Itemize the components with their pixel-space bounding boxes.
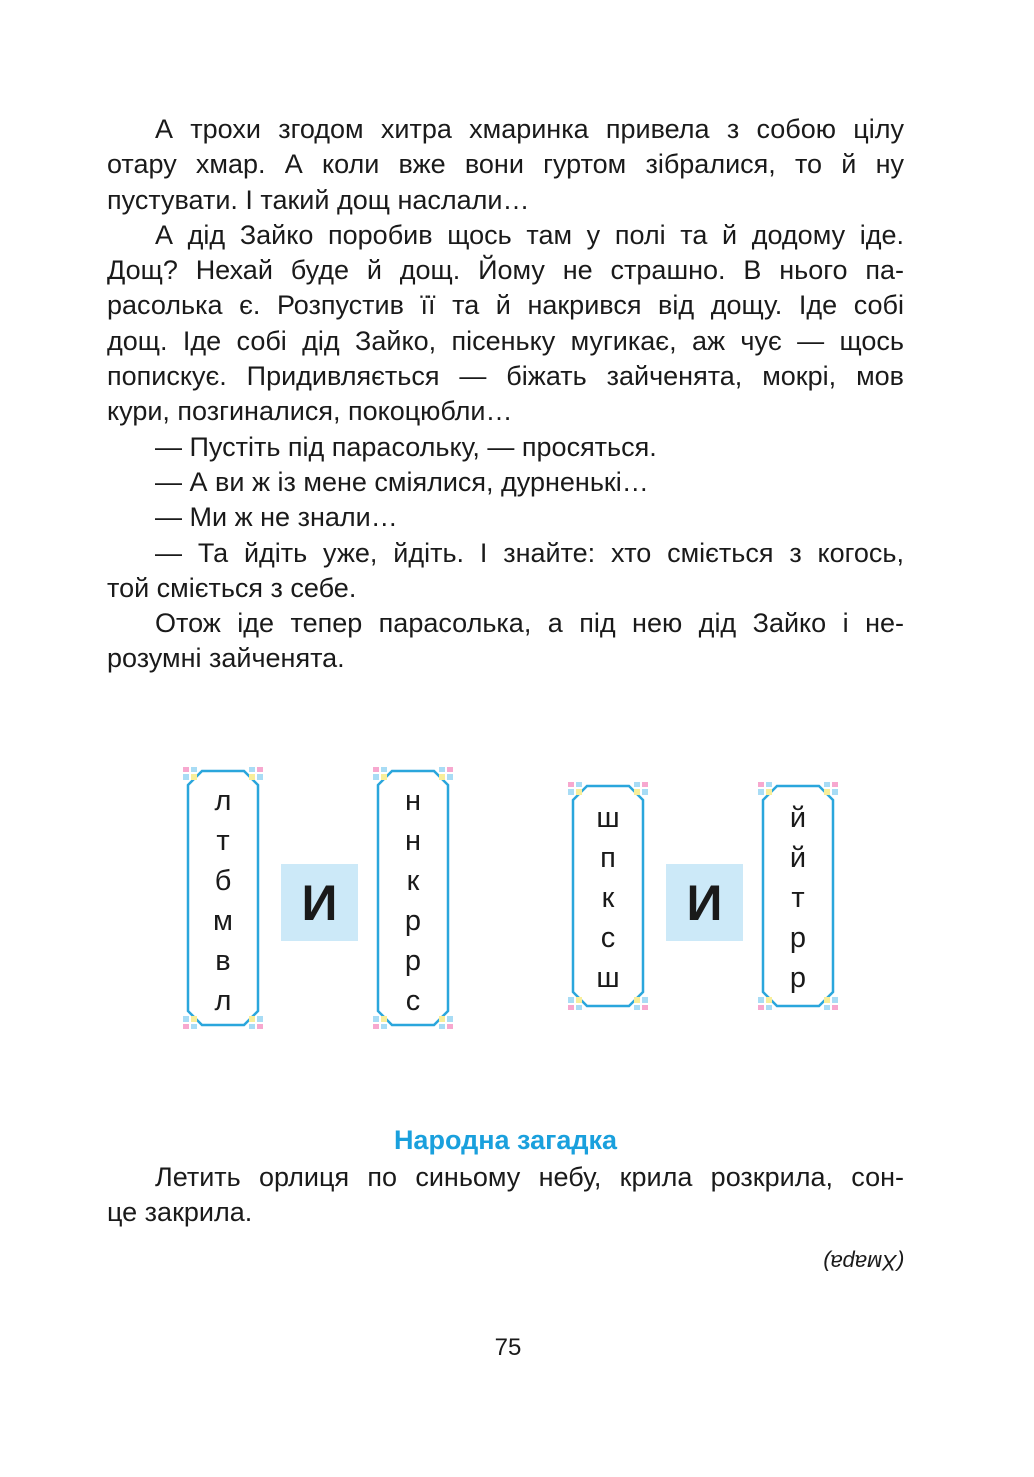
decor-dot (381, 774, 387, 780)
decor-dot (758, 997, 764, 1003)
decor-dot (766, 782, 772, 787)
decor-dot (373, 1016, 379, 1022)
text-line: Летить орлиця по синьому небу, крила розкрила, сон- (155, 1162, 904, 1192)
text-line: А трохи згодом хитра хмаринка привела з собою цілу (155, 114, 904, 144)
decor-dot (758, 782, 764, 787)
decor-dot (249, 1024, 255, 1029)
decor-dot (642, 789, 648, 795)
letter-column-1-right (372, 767, 454, 1029)
letter: м (213, 905, 233, 937)
decor-dot (576, 782, 582, 787)
decor-dot (439, 774, 445, 780)
letter-stack (382, 781, 444, 1021)
text-line: пустувати. І такий дощ наслали… (107, 184, 530, 215)
letter-column-1-left (182, 767, 264, 1029)
decor-dot (824, 1005, 830, 1010)
text-line: — Та йдіть уже, йдіть. І знайте: хто сміється з когось, (155, 537, 904, 568)
decor-dot (824, 789, 830, 795)
riddle-title: Народна загадка (393, 1125, 618, 1155)
decor-dot (634, 782, 640, 787)
letter-stack (192, 781, 254, 1021)
decor-dot (568, 1005, 574, 1010)
letter-stack (767, 798, 829, 998)
decor-dot (832, 782, 838, 787)
decor-dot (257, 1016, 263, 1022)
decor-dot (447, 774, 453, 780)
decor-dot (447, 767, 453, 772)
text-line: — Ми ж не знали… (155, 502, 398, 533)
letter: с (405, 985, 421, 1017)
decor-dot (758, 789, 764, 795)
letter: ш (596, 962, 620, 994)
decor-dot (568, 782, 574, 787)
letter: л (214, 985, 232, 1017)
decor-dot (832, 789, 838, 795)
decor-dot (576, 789, 582, 795)
letter-column-2-right (757, 782, 839, 1010)
decor-dot (758, 1005, 764, 1010)
decor-dot (183, 1024, 189, 1029)
letter: т (216, 825, 230, 857)
text-line: кури, позгиналися, покоцюбли… (107, 396, 513, 427)
text-line: А дід Зайко поробив щось там у полі та й додому іде. (155, 219, 904, 250)
decor-dot (373, 774, 379, 780)
letter: п (600, 842, 616, 874)
text-line: расолька є. Розпустив її та й накрився від дощу. Іде собі (107, 290, 904, 321)
decor-dot (832, 1005, 838, 1010)
text-line: — Пустіть під парасольку, — просяться. (155, 431, 657, 462)
decor-dot (642, 1005, 648, 1010)
decor-dot (576, 1005, 582, 1010)
decor-dot (257, 774, 263, 780)
decor-dot (249, 774, 255, 780)
decor-dot (249, 767, 255, 772)
decor-dot (257, 767, 263, 772)
letter-stack (577, 798, 639, 998)
decor-dot (373, 1024, 379, 1029)
vowel-box-2: И (666, 864, 743, 941)
riddle-answer-upside-down: (Хмара) (822, 1250, 904, 1275)
decor-dot (634, 1005, 640, 1010)
decor-dot (568, 789, 574, 795)
decor-dot (642, 782, 648, 787)
letter: н (404, 825, 421, 857)
text-line: дощ. Іде собі дід Зайко, пісеньку мугикає, аж чує — щось (107, 325, 904, 356)
decor-dot (634, 789, 640, 795)
decor-dot (766, 789, 772, 795)
page-number: 75 (494, 1334, 522, 1361)
text-line: це закрила. (107, 1197, 253, 1228)
decor-dot (183, 767, 189, 772)
letter: б (214, 865, 232, 897)
letter: р (404, 905, 422, 937)
letter: л (214, 785, 232, 817)
decor-dot (447, 1016, 453, 1022)
decor-dot (824, 782, 830, 787)
decor-dot (447, 1024, 453, 1029)
decor-dot (191, 767, 197, 772)
text-line: отару хмар. А коли вже вони гуртом зібралися, то й ну (107, 149, 904, 180)
decor-dot (642, 997, 648, 1003)
decor-dot (191, 774, 197, 780)
letter: к (406, 865, 420, 897)
text-line: Дощ? Нехай буде й дощ. Йому не страшно. В нього па- (107, 255, 904, 286)
text-line: — А ви ж із мене сміялися, дурненькі… (155, 466, 649, 497)
letter: й (789, 842, 807, 874)
decor-dot (381, 1024, 387, 1029)
decor-dot (183, 774, 189, 780)
text-line: розумні зайченята. (107, 643, 345, 674)
letter: к (601, 882, 615, 914)
vowel-box-1: И (281, 864, 358, 941)
decor-dot (257, 1024, 263, 1029)
letter: р (404, 945, 422, 977)
riddle-text (107, 1160, 904, 1231)
text-line: той сміється з себе. (107, 572, 357, 603)
letter: с (600, 922, 616, 954)
decor-dot (439, 1024, 445, 1029)
letter: н (404, 785, 421, 817)
letter: й (789, 802, 807, 834)
letter: в (215, 945, 231, 977)
text-line: попискує. Придивляється — біжать зайченята, мокрі, мов (107, 361, 904, 392)
decor-dot (568, 997, 574, 1003)
decor-dot (373, 767, 379, 772)
decor-dot (832, 997, 838, 1003)
letter: т (791, 882, 805, 914)
decor-dot (183, 1016, 189, 1022)
letter-column-2-left (567, 782, 649, 1010)
text-line: Отож іде тепер парасолька, а під нею дід Зайко і не- (155, 608, 904, 639)
decor-dot (766, 1005, 772, 1010)
letter: р (789, 962, 807, 994)
letter: р (789, 922, 807, 954)
decor-dot (381, 767, 387, 772)
paragraph (107, 1160, 904, 1231)
decor-dot (191, 1024, 197, 1029)
decor-dot (439, 767, 445, 772)
letter: ш (596, 802, 620, 834)
